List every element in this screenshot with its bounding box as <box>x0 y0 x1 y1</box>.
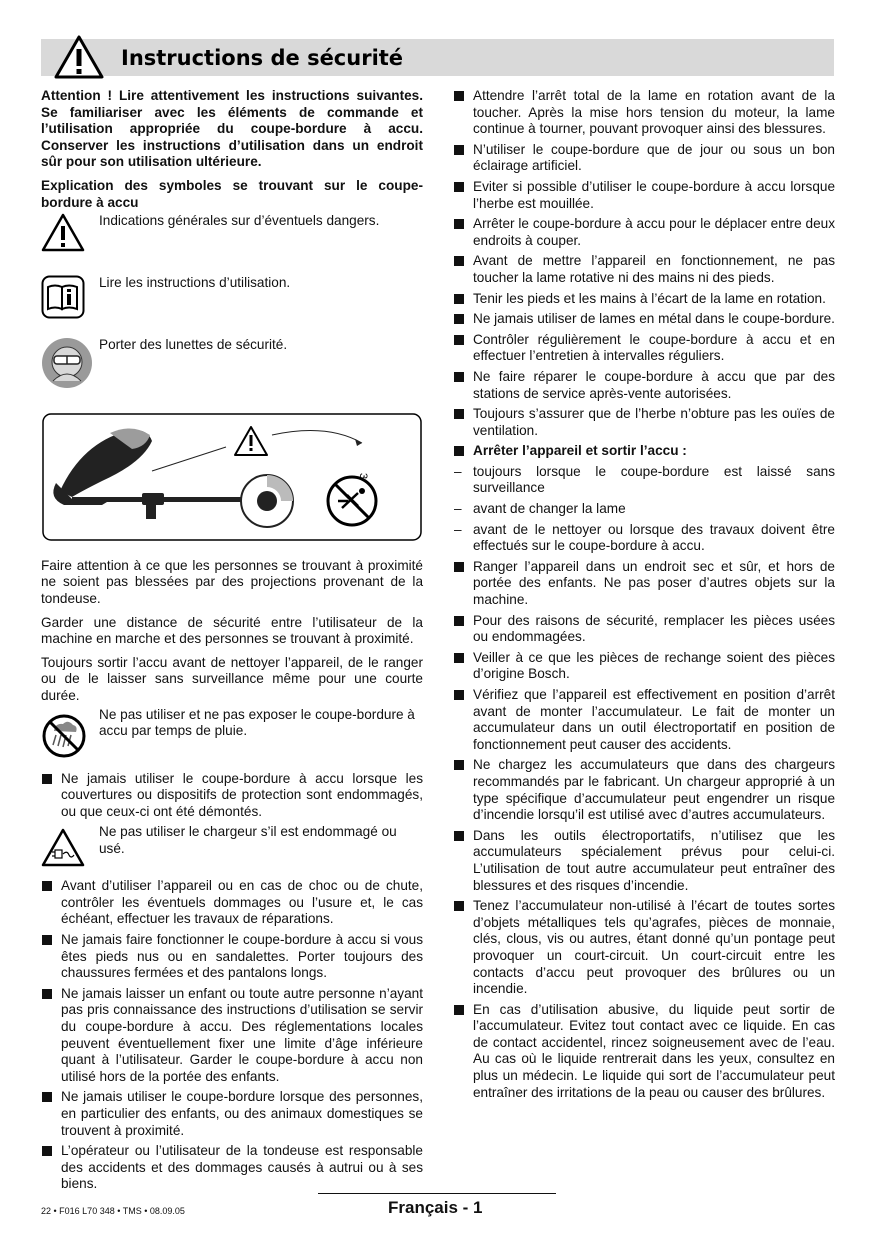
damaged-charger-warning-icon <box>41 828 85 868</box>
document-code: 22 • F016 L70 348 • TMS • 08.09.05 <box>41 1206 185 1216</box>
bullet-square-icon <box>454 294 464 304</box>
no-rain-icon <box>41 713 87 759</box>
bullet-square-icon <box>454 182 464 192</box>
paragraph: Garder une distance de sécurité entre l’utilisateur de la machine en marche et des personnes se trouvant à proximité. <box>41 614 423 647</box>
page-language-number: Français - 1 <box>388 1198 483 1217</box>
dash-item: – toujours lorsque le coupe-bordure est laissé sans surveillance <box>454 463 835 496</box>
dash-item: – avant de changer la lame <box>454 501 626 517</box>
bullet-square-icon <box>42 774 52 784</box>
bullet-square-icon <box>42 989 52 999</box>
list-item: Eviter si possible d’utiliser le coupe-bordure à accu lorsque l’herbe est mouillée. <box>453 179 835 212</box>
right-column <box>453 88 835 1105</box>
list-item: Dans les outils électroportatifs, n’utilisez que les accumulateurs spécialement prévus pour celui-ci. L’utilisation de tout autre accumulateur peut entraîner des blessures et des risques d’incendie. <box>453 828 835 894</box>
symbol-text: Ne pas utiliser le chargeur s’il est endommagé ou usé. <box>99 824 397 856</box>
list-item: Tenez l’accumulateur non-utilisé à l’écart de toutes sortes d’objets métalliques tels qu’agrafes, pièces de monnaie, clés, clous, vis ou autres, étant donné qu’un pontage peut provoquer un court-circuit. Un court-circuit entre les contacts d’accu peut provoquer des brûlures ou un incendie. <box>453 898 835 998</box>
list-item: Attendre l’arrêt total de la lame en rotation avant de la toucher. Après la mise hors tension du moteur, la lame continue à tourner, pouvant provoquer ainsi des blessures. <box>453 88 835 138</box>
bullet-square-icon <box>42 881 52 891</box>
bullet-square-icon <box>454 1005 464 1015</box>
bullet-square-icon <box>454 901 464 911</box>
list-item: En cas d’utilisation abusive, du liquide peut sortir de l’accumulateur. Evitez tout contact avec ce liquide. En cas de contact accidentel, rincez soigneusement avec de l’eau. Au cas où le liquide rentrerait dans les yeux, consultez en plus un médecin. Le liquide qui sort de l’accumulateur peut entraîner des irritations de la peau ou causer des brûlures. <box>453 1002 835 1102</box>
warning-triangle-icon <box>53 34 105 80</box>
bullet-square-icon <box>454 91 464 101</box>
bullet-square-icon <box>454 831 464 841</box>
read-manual-icon <box>41 275 85 319</box>
intro-warning: Attention ! Lire attentivement les instructions suivantes. Se familiariser avec les éléments de commande et l’utilisation appropriée du coupe-bordure à accu. Conserver les instructions d’utilisation dans un endroit sûr pour son utilisation ultérieure. <box>41 88 423 170</box>
list-item: Veiller à ce que les pièces de rechange soient des pièces d’origine Bosch. <box>453 650 835 683</box>
paragraph: Faire attention à ce que les personnes se trouvant à proximité ne soient pas blessées par des projections provenant de la tondeuse. <box>41 557 423 606</box>
symbol-row <box>41 824 423 872</box>
bullet-square-icon <box>454 409 464 419</box>
symbol-text: Lire les instructions d’utilisation. <box>99 275 291 291</box>
list-item: Ne jamais utiliser de lames en métal dans le coupe-bordure. <box>453 311 835 328</box>
list-item: Pour des raisons de sécurité, remplacer les pièces usées ou endommagées. <box>453 613 835 646</box>
list-item: Toujours s’assurer que de l’herbe n’obture pas les ouïes de ventilation. <box>453 406 835 439</box>
list-item-heading: Arrêter l’appareil et sortir l’accu : <box>453 443 835 460</box>
bullet-square-icon <box>454 616 464 626</box>
bullet-square-icon <box>454 446 464 456</box>
footer-divider <box>318 1193 556 1194</box>
list-item: Arrêter le coupe-bordure à accu pour le déplacer entre deux endroits à couper. <box>453 216 835 249</box>
bullet-square-icon <box>454 145 464 155</box>
symbols-heading: Explication des symboles se trouvant sur le coupe-bordure à accu <box>41 177 423 210</box>
list-item: Avant de mettre l’appareil en fonctionnement, ne pas toucher la lame rotative ni des mains ni des pieds. <box>453 253 835 286</box>
list-item: Ranger l’appareil dans un endroit sec et sûr, et hors de portée des enfants. Ne pas poser d’autres objets sur la machine. <box>453 559 835 609</box>
left-column <box>41 88 423 1197</box>
list-item: Ne jamais laisser un enfant ou toute autre personne n’ayant pas pris connaissance des instructions d’utilisation se servir du coupe-bordure à accu. Des réglementations locales peuvent éventuellement fixer une limite d’âge inférieure quant à l’utilisateur. Garder le coupe-bordure à accu non utilisé hors de la portée des enfants. <box>41 986 423 1086</box>
warning-triangle-icon <box>41 213 85 253</box>
bullet-square-icon <box>454 562 464 572</box>
trimmer-danger-illustration <box>42 413 422 541</box>
bullet-square-icon <box>42 935 52 945</box>
list-item: Tenir les pieds et les mains à l’écart de la lame en rotation. <box>453 291 835 308</box>
list-item: Ne chargez les accumulateurs que dans des chargeurs recommandés par le fabricant. Un chargeur approprié à un type spécifique d’accumulateur peut engendrer un risque d’incendie lorsqu’il est utilisé avec d’autres accumulateurs. <box>453 757 835 823</box>
bullet-square-icon <box>454 653 464 663</box>
paragraph: Toujours sortir l’accu avant de nettoyer l’appareil, de le ranger ou de le laisser sans surveillance même pour une courte durée. <box>41 654 423 703</box>
symbol-row <box>41 213 423 265</box>
bullet-square-icon <box>454 335 464 345</box>
symbol-text: Indications générales sur d’éventuels dangers. <box>99 213 380 229</box>
list-item: Avant d’utiliser l’appareil ou en cas de choc ou de chute, contrôler les éventuels dommages ou l’usure et, le cas échéant, effectuer les travaux de réparations. <box>41 878 423 928</box>
symbol-text: Ne pas utiliser et ne pas exposer le coupe-bordure à accu par temps de pluie. <box>99 706 415 739</box>
bullet-square-icon <box>454 256 464 266</box>
list-item: Ne jamais utiliser le coupe-bordure lorsque des personnes, en particulier des enfants, ou des animaux domestiques se trouvent à proximité. <box>41 1089 423 1139</box>
list-item: L’opérateur ou l’utilisateur de la tondeuse est responsable des accidents et des dommages causés à autrui ou à ses biens. <box>41 1143 423 1193</box>
page-title: Instructions de sécurité <box>121 46 404 70</box>
list-item: Ne jamais faire fonctionner le coupe-bordure à accu si vous êtes pieds nus ou en sandalettes. Porter toujours des chaussures fermées et des pantalons longs. <box>41 932 423 982</box>
bullet-square-icon <box>42 1092 52 1102</box>
section-header <box>41 39 834 76</box>
safety-glasses-icon <box>41 337 93 389</box>
bullet-square-icon <box>454 690 464 700</box>
list-item: Contrôler régulièrement le coupe-bordure à accu et en effectuer l’entretien à intervalles réguliers. <box>453 332 835 365</box>
bullet-square-icon <box>454 219 464 229</box>
bullet-square-icon <box>454 314 464 324</box>
list-item: N’utiliser le coupe-bordure que de jour ou sous un bon éclairage artificiel. <box>453 142 835 175</box>
symbol-text: Porter des lunettes de sécurité. <box>99 337 288 353</box>
bullet-square-icon <box>42 1146 52 1156</box>
list-item: Ne faire réparer le coupe-bordure à accu que par des stations de service après-vente autorisées. <box>453 369 835 402</box>
list-item: Vérifiez que l’appareil est effectivement en position d’arrêt avant de monter l’accumulateur. Le fait de monter un accumulateur dans un outil électroportatif en position de fonctionnement peut causer des accidents. <box>453 687 835 753</box>
symbol-row <box>41 707 423 765</box>
list-item: Ne jamais utiliser le coupe-bordure à accu lorsque les couvertures ou dispositifs de protection sont endommagés, ou que ceux-ci ont été démontés. <box>41 771 423 821</box>
bullet-square-icon <box>454 760 464 770</box>
bullet-square-icon <box>454 372 464 382</box>
symbol-row <box>41 275 423 327</box>
dash-item: – avant de le nettoyer ou lorsque des travaux doivent être effectués sur le coupe-bordure à accu. <box>454 521 835 554</box>
symbol-row <box>41 337 423 395</box>
